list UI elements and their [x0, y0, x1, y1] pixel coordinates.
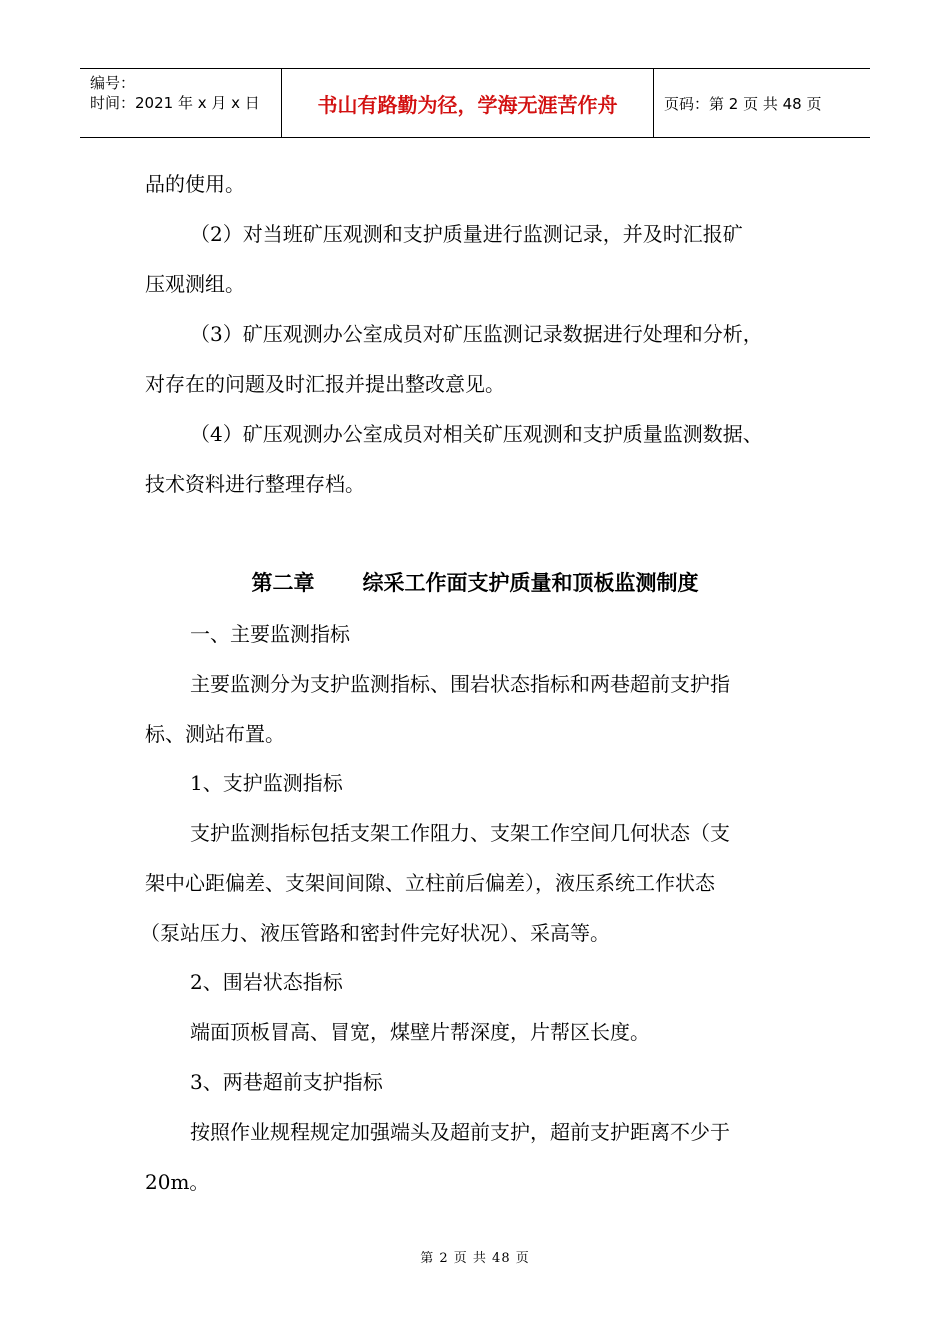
paragraph-line: （4）矿压观测办公室成员对相关矿压观测和支护质量监测数据、 — [190, 422, 763, 446]
subsection-heading: 3、两巷超前支护指标 — [190, 1070, 383, 1094]
paragraph-line: 压观测组。 — [145, 272, 245, 296]
paragraph-line: 架中心距偏差、支架间间隙、立柱前后偏差），液压系统工作状态 — [145, 871, 715, 895]
paragraph-line: 支护监测指标包括支架工作阻力、支架工作空间几何状态（支 — [190, 821, 730, 845]
paragraph-line: （3）矿压观测办公室成员对矿压监测记录数据进行处理和分析， — [190, 322, 763, 346]
subsection-heading: 2、围岩状态指标 — [190, 970, 343, 994]
section-heading: 一、主要监测指标 — [190, 622, 350, 646]
paragraph-line: 品的使用。 — [145, 172, 245, 196]
paragraph-line: 20m。 — [145, 1170, 210, 1194]
subsection-heading: 1、支护监测指标 — [190, 771, 343, 795]
chapter-number: 第二章 — [251, 571, 315, 595]
paragraph-line: 对存在的问题及时汇报并提出整改意见。 — [145, 372, 505, 396]
chapter-title: 综采工作面支护质量和顶板监测制度 — [362, 571, 699, 595]
paragraph-line: 技术资料进行整理存档。 — [145, 472, 365, 496]
serial-label: 编号： — [90, 74, 136, 92]
paragraph-line: 按照作业规程规定加强端头及超前支护，超前支护距离不少于 — [190, 1120, 730, 1144]
paragraph-line: 标、测站布置。 — [145, 722, 285, 746]
paragraph-line: （泵站压力、液压管路和密封件完好状况）、采高等。 — [140, 921, 610, 945]
page-header — [80, 68, 870, 138]
paragraph-line: 端面顶板冒高、冒宽，煤壁片帮深度，片帮区长度。 — [190, 1020, 650, 1044]
header-motto: 书山有路勤为径，学海无涯苦作舟 — [282, 69, 654, 137]
date-label: 时间：2021 年 x 月 x 日 — [90, 94, 260, 112]
paragraph-line: 主要监测分为支护监测指标、围岩状态指标和两巷超前支护指 — [190, 672, 730, 696]
page-footer: 第 2 页 共 48 页 — [420, 1251, 530, 1266]
chapter-heading — [0, 570, 950, 596]
header-meta-cell — [80, 69, 282, 137]
paragraph-line: （2）对当班矿压观测和支护质量进行监测记录，并及时汇报矿 — [190, 222, 743, 246]
header-page-label: 页码：第 2 页 共 48 页 — [664, 94, 822, 113]
